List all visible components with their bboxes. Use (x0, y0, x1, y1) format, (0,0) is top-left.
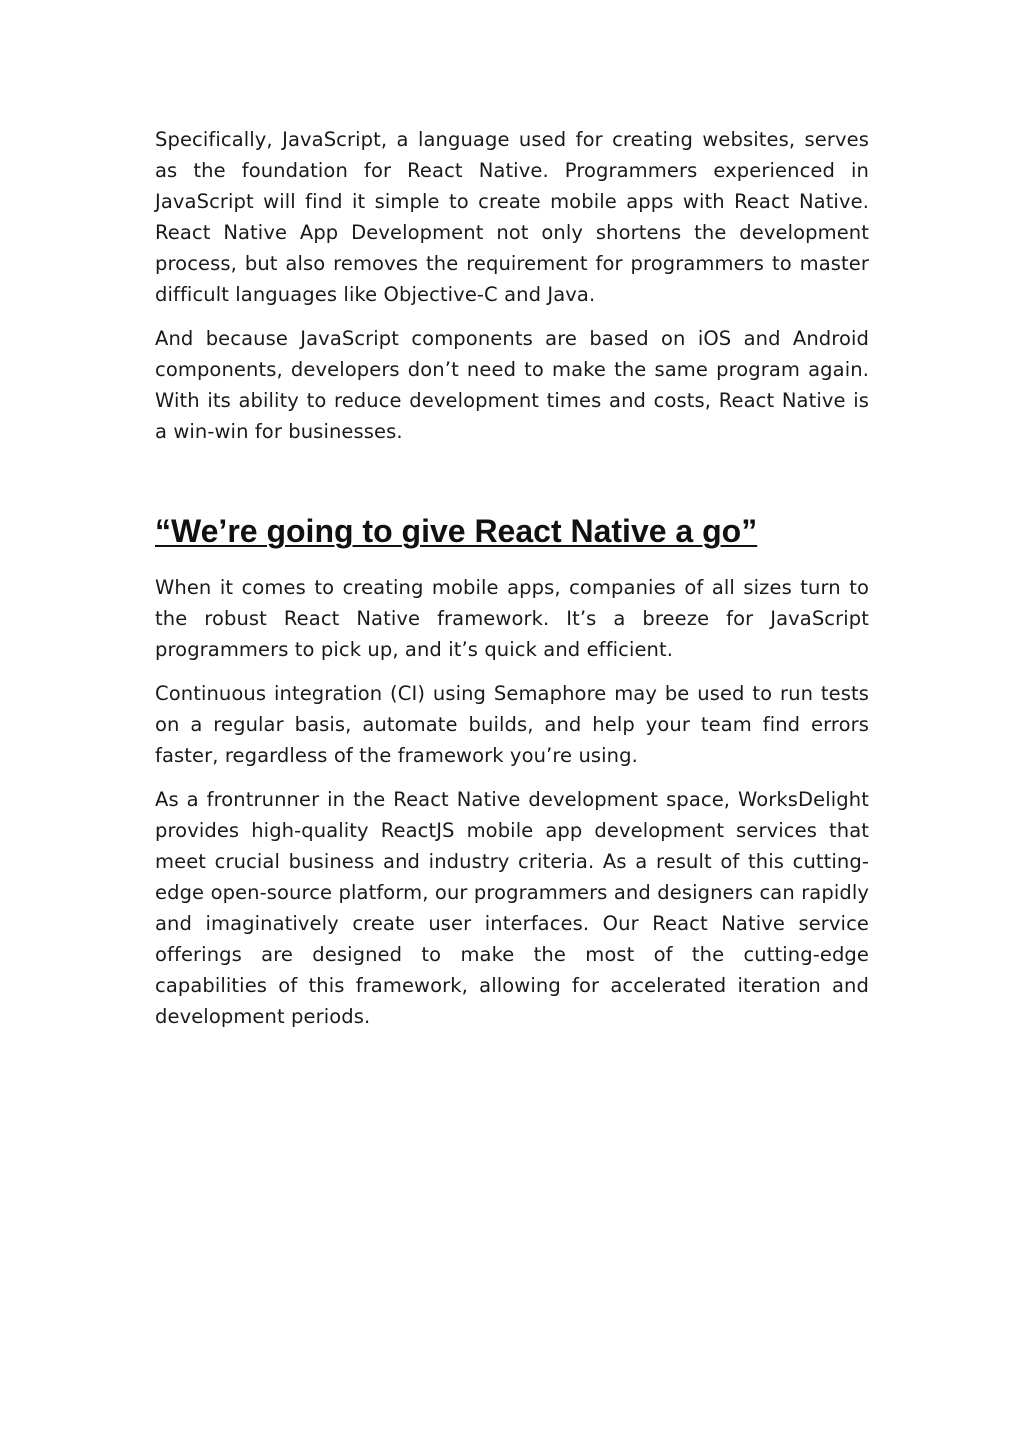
section-heading: “We’re going to give React Native a go” (155, 513, 758, 549)
paragraph-companies: When it comes to creating mobile apps, companies of all sizes turn to the robust React Native framework. It’s a breeze for JavaScript programmers to pick up, and it’s quick and efficient. (155, 576, 869, 661)
paragraph-continuous-integration: Continuous integration (CI) using Semaphore may be used to run tests on a regular basis, automate builds, and help your team find errors faster, regardless of the framework you’re using. (155, 682, 869, 767)
paragraph-components: And because JavaScript components are based on iOS and Android components, developers don’t need to make the same program again. With its ability to reduce development times and costs, React Native is a win-win for businesses. (155, 327, 869, 443)
document-body (155, 124, 869, 1045)
paragraph-worksdelight: As a frontrunner in the React Native development space, WorksDelight provides high-quality ReactJS mobile app development services that meet crucial business and industry criteria. As a result of this cutting-edge open-source platform, our programmers and designers can rapidly and imaginatively create user interfaces. Our React Native service offerings are designed to make the most of the cutting-edge capabilities of this framework, allowing for accelerated iteration and development periods. (155, 788, 869, 1028)
paragraph-javascript-foundation: Specifically, JavaScript, a language used for creating websites, serves as the foundation for React Native. Programmers experienced in JavaScript will find it simple to create mobile apps with React Native. React Native App Development not only shortens the development process, but also removes the requirement for programmers to master difficult languages like Objective-C and Java. (155, 128, 869, 306)
